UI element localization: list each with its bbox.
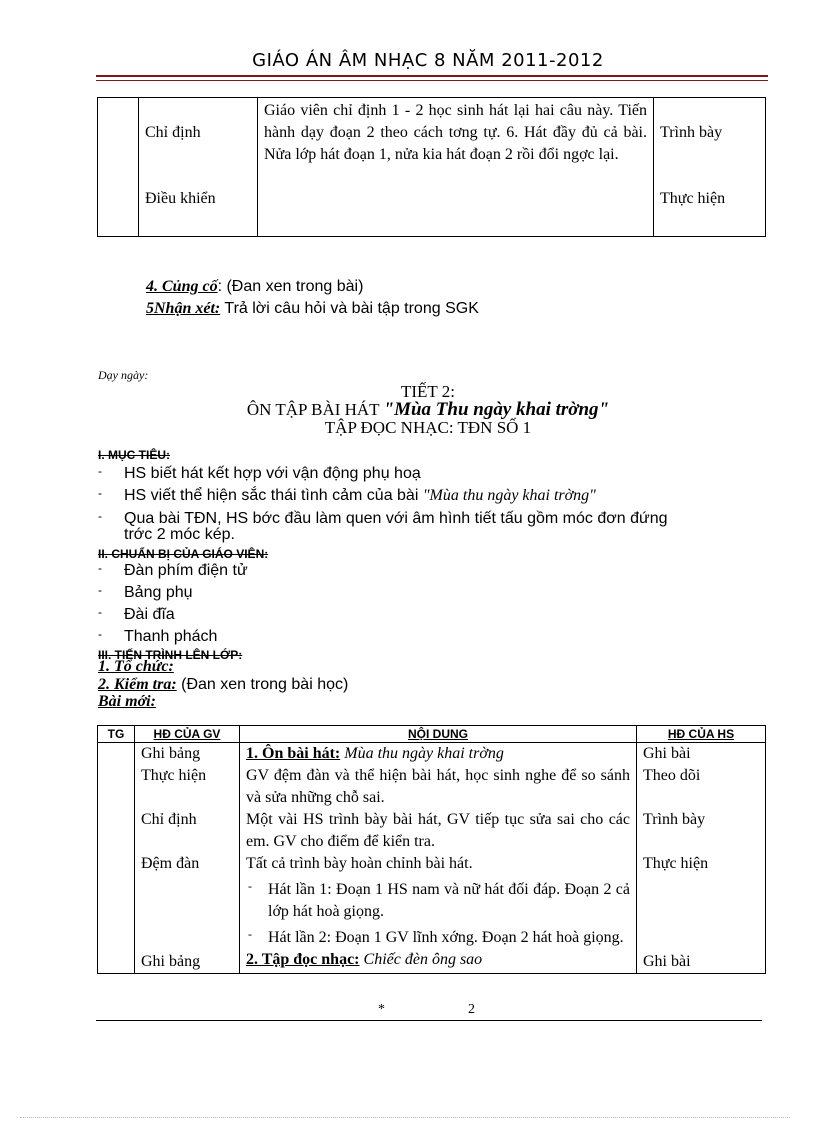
page-number: 2 (468, 1002, 475, 1017)
list-item: - Hát lần 2: Đoạn 1 GV lĩnh xớng. Đoạn 2 hát hoà giọng. (248, 927, 624, 946)
hs-activity-cell: Trình bày Thực hiện (654, 98, 766, 237)
column-header: TG (98, 726, 135, 743)
nhan-xet-line: 5Nhận xét: Trả lời câu hỏi và bài tập trong SGK (146, 300, 479, 317)
list-item: - Hát lần 1: Đoạn 1 HS nam và nữ hát đối đáp. Đoạn 2 cả lớp hát hoà giọng. (248, 879, 630, 920)
gv-activity-cell: Chỉ định Điều khiển (139, 98, 258, 237)
table-row (98, 98, 766, 237)
header-rule-thin (96, 80, 768, 81)
tg-cell (98, 98, 139, 237)
lesson-subtitle: TẬP ĐỌC NHẠC: TĐN SỐ 1 (324, 418, 532, 437)
lesson-period: TIẾT 2: (401, 382, 455, 401)
lesson-title: ÔN TẬP BÀI HÁT "Mùa Thu ngày khai trờng" (246, 399, 610, 420)
step-new-lesson: Bài mới: (98, 693, 156, 710)
lesson-plan-table (97, 725, 766, 974)
content-cell: Giáo viên chỉ định 1 - 2 học sinh hát lại hai câu này. Tiến hành dạy đoạn 2 theo cách tơng tự. 6. Hát đầy đủ cả bài. Nửa lớp hát đoạn 1, nửa kia hát đoạn 2 rồi đổi ngợc lại. (258, 98, 654, 237)
tg-cell (98, 743, 135, 974)
hs-activity-cell: Ghi bài Theo dõi Trình bày Thực hiện Ghi bài (637, 743, 766, 974)
page-edge (20, 1117, 790, 1118)
step-check: 2. Kiểm tra: (Đan xen trong bài học) (98, 676, 349, 693)
teaching-date-label: Dạy ngày: (98, 368, 149, 382)
footer-rule (96, 1020, 762, 1021)
column-header: HĐ CỦA GV (135, 726, 240, 743)
step-organization: 1. Tổ chức: (98, 658, 174, 675)
document-header-title: GIÁO ÁN ÂM NHẠC 8 NĂM 2011-2012 (252, 50, 604, 71)
lesson-table-continued (97, 97, 766, 237)
footer-mark: * (378, 1002, 385, 1017)
gv-activity-cell: Ghi bảng Thực hiện Chỉ định Đệm đàn Ghi bảng (135, 743, 240, 974)
header-rule (96, 75, 768, 77)
column-header: HĐ CỦA HS (637, 726, 766, 743)
table-header-row (98, 726, 766, 743)
section-heading-procedure: III. TIẾN TRÌNH LÊN LỚP: (98, 648, 243, 662)
column-header: NỘI DUNG (240, 726, 637, 743)
section-heading-objectives: I. MỤC TIÊU: (98, 448, 170, 462)
cung-co-line: 4. Củng cố: (Đan xen trong bài) (146, 278, 364, 295)
table-row (98, 743, 766, 974)
content-cell: 1. Ôn bài hát: Mùa thu ngày khai trờng GV đệm đàn và thể hiện bài hát, học sinh nghe để so sánh và sửa những chỗ sai. Một vài HS trình bày bài hát, GV tiếp tục sửa sai cho các em. GV cho điểm để kiển tra. Tất cả trình bày hoàn chỉnh bài hát. - Hát lần 1: Đoạn 1 HS nam và nữ hát đối đáp. Đoạn 2 cả lớp hát hoà giọng. - Hát lần 2: Đoạn 1 GV lĩnh xớng. Đoạn 2 hát hoà giọng. 2. Tập đọc nhạc: Chiếc đèn ông sao (240, 743, 637, 974)
section-heading-preparation: II. CHUẨN BỊ CỦA GIÁO VIÊN: (98, 547, 269, 561)
